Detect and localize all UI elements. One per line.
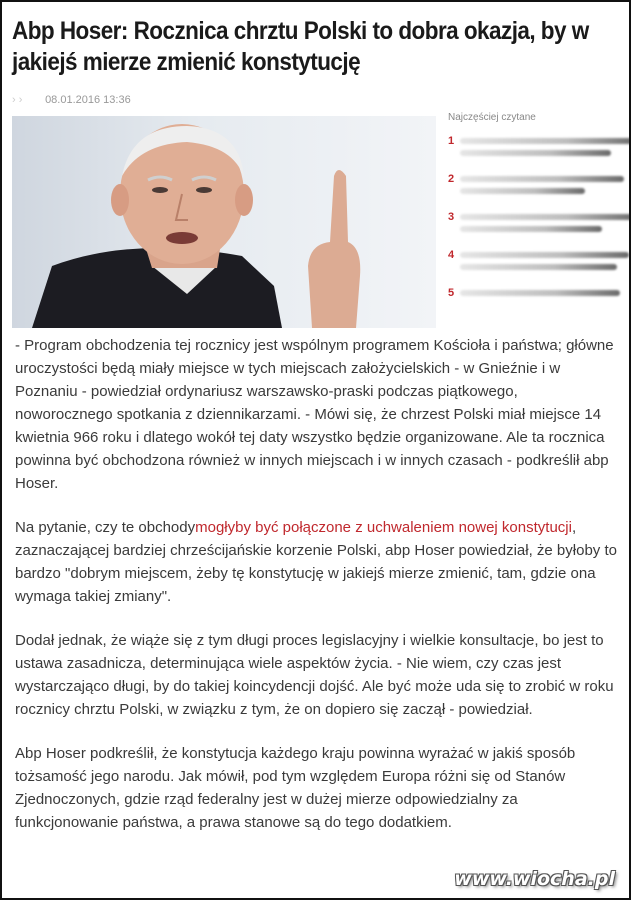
most-read-item[interactable] [448,249,631,287]
site-watermark: www.wiocha.pl [454,868,615,890]
constitution-link[interactable]: mogłyby być połączone z uchwaleniem nowej konstytucji [195,519,572,536]
most-read-text-blurred [460,287,631,302]
most-read-number: 3 [448,211,455,223]
article-date: 08.01.2016 13:36 [45,94,131,106]
most-read-title: Najczęściej czytane [448,112,536,123]
article-body [15,334,617,855]
article-paragraph: Abp Hoser podkreślił, że konstytucja każdego kraju powinna wyrażać w jakiś sposób tożsamość jego narodu. Jak mówił, pod tym względem Europa różni się od Stanów Zjednoczonych, gdzie rząd federalny jest w dużej mierze odpowiedzialny za funkcjonowanie państwa, a prawa stanowe są do tego dodatkiem. [15,745,576,831]
article-meta [12,94,131,106]
most-read-text-blurred [460,211,631,238]
most-read-item[interactable] [448,211,631,249]
most-read-text-blurred [460,135,631,162]
most-read-item[interactable] [448,135,631,173]
article-paragraph: Na pytanie, czy te obchodymogłyby być połączone z uchwaleniem nowej konstytucji, zaznaczającej bardziej chrześcijańskie korzenie Polski, abp Hoser powiedział, że byłoby to bardzo "dobrym miejscem, żeby tę konstytucję w jakiejś mierze zmienić, tam, gdzie ona wymaga takiej zmiany". [15,519,617,605]
most-read-text-blurred [460,173,631,200]
most-read-item[interactable] [448,287,631,325]
article-photo [12,116,436,328]
most-read-number: 1 [448,135,455,147]
most-read-number: 2 [448,173,455,185]
most-read-number: 5 [448,287,455,299]
most-read-item[interactable] [448,173,631,211]
article-headline: Abp Hoser: Rocznica chrztu Polski to dobra okazja, by w jakiejś mierze zmienić konstytucję [12,17,589,76]
most-read-text-blurred [460,249,631,276]
share-icon[interactable]: › › [12,94,23,106]
portrait-illustration [12,116,436,328]
article-paragraph: Dodał jednak, że wiąże się z tym długi proces legislacyjny i wielkie konsultacje, bo jest to ustawa zasadnicza, determinująca wiele aspektów życia. - Nie wiem, czy czas jest wystarczająco długi, by do takiej koincydencji dojść. Ale być może uda się to zrobić w roku rocznicy chrztu Polski, w związku z tym, że on dopiero się zaczął - powiedział. [15,632,614,718]
most-read-number: 4 [448,249,455,261]
article-paragraph: - Program obchodzenia tej rocznicy jest wspólnym programem Kościoła i państwa; główne uroczystości będą miały miejsce w tych miejscach założycielskich - w Gnieźnie i w Poznaniu - powiedział ordynariusz warszawsko-praski podczas piątkowego, noworocznego spotkania z dziennikarzami. - Mówi się, że chrzest Polski miał miejsce 14 kwietnia 966 roku i dlatego wokół tej daty wszystko będzie organizowane. Ale ta rocznica powinna być obchodzona również w innych miejscach i w innych czasach - podkreślił abp Hoser. [15,337,614,492]
most-read-sidebar [448,112,631,328]
